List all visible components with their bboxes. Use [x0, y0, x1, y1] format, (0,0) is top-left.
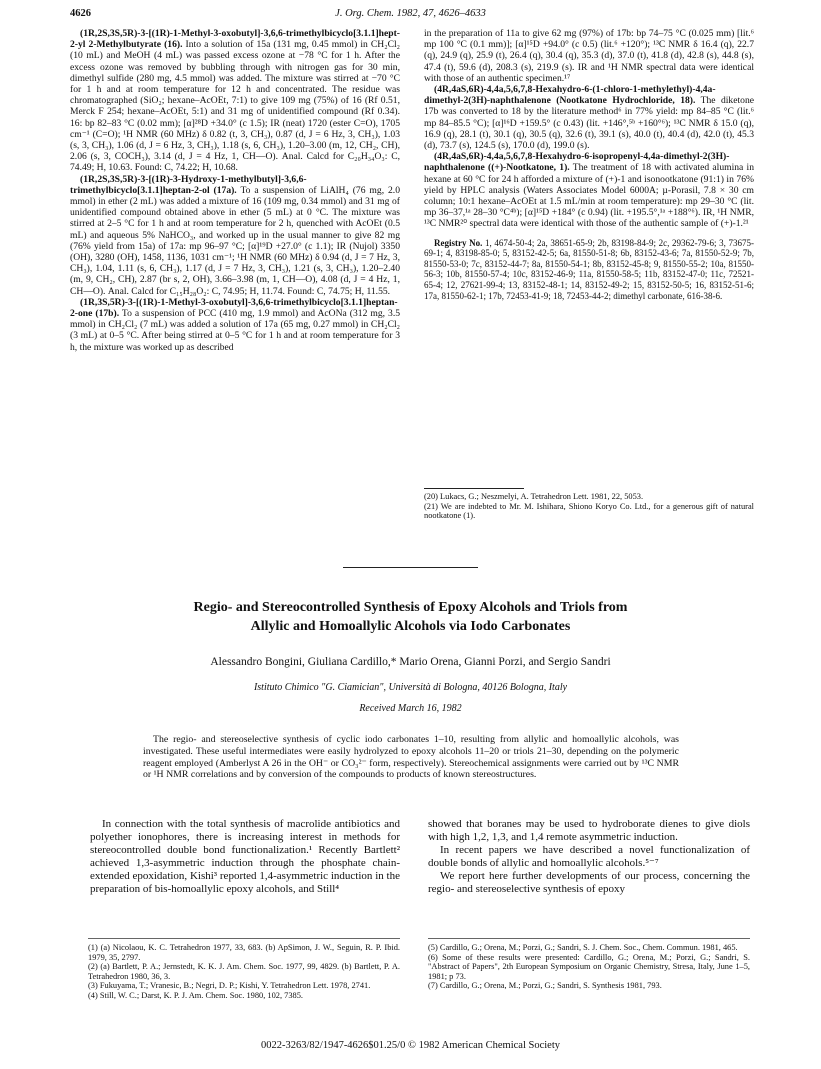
paragraph-heading: (1R,2S,3S,5R)-3-[(1R)-3-Hydroxy-1-methylbutyl]-3,6,6-trimethylbicyclo[3.1.1]heptan-2-ol (17a). — [70, 173, 307, 196]
article-title — [70, 598, 751, 636]
footnote-20: (20) Lukacs, G.; Neszmelyi, A. Tetrahedron Lett. 1981, 22, 5053. — [424, 492, 644, 501]
footnotes-top-right — [424, 492, 754, 521]
paragraph — [424, 238, 754, 302]
abstract: The regio- and stereoselective synthesis of cyclic iodo carbonates 1–10, resulting from allylic and homoallylic alcohols, was investigated. These useful intermediates were easily hydrolyzed to epoxy alcohols 11–20 or triols 21–30, depending on the polymeric reagent employed (Amberlyst A 26 in the OH⁻ or CO₃²⁻ form, respectively). Stereochemical assignments were carried out by ¹³C NMR or ¹H NMR correlations and by conversion of the compounds to products of known stereostructures. — [143, 734, 679, 781]
intro-paragraph-2: In recent papers we have described a novel functionalization of double bonds of allylic and homoallylic alcohols.⁵⁻⁷ — [428, 844, 750, 870]
paragraph-text: To a suspension of PCC (410 mg, 1.9 mmol) and AcONa (312 mg, 3.5 mmol) in CH₂Cl₂ (7 mL) was added a solution of 17a (65 mg, 0.27 mmol) in CH₂Cl₂ (3 mL) at 0–5 °C. After being stirred at 0–5 °C for 1 h and at room temperature for 3 h, the mixture was worked up as described — [70, 308, 401, 353]
footnote-21: (21) We are indebted to Mr. M. Ishihara, Shiono Koryo Co. Ltd., for a generous gift of natural nootkatone (1). — [424, 501, 754, 521]
paragraph-text: Into a solution of 15a (131 mg, 0.45 mmol) in CH₂Cl₂ (10 mL) and MeOH (4 mL) was passed excess ozone at −78 °C for 1 h. After the excess ozone was removed by bubbling through with nitrogen gas for 30 min, dimethyl sulfide (280 mg, 4.5 mmol) was added. The mixture was stirred at −70 °C for 1 h and at room temperature for 12 h and concentrated. The residue was chromatographed (SiO₂; hexane–AcOEt, 7:1) to give 109 mg (75%) of 16 (Rf 0.51, Merck F 254; hexane–AcOEt, 5:1) and 31 mg of unidentified compound (Rf 0.34). 16: bp 82–83 °C (0.02 mm); [α]²⁸D +34.0° (c 1.5); IR (neat) 1720 (ester C=O), 1705 cm⁻¹ (C=O); ¹H NMR (60 MHz) δ 0.82 (t, 3, CH₃), 0.87 (d, J = 6 Hz, 3, CH₃), 1.03 (s, 3, CH₃), 1.06 (d, J = 6 Hz, 3, CH₃), 1.18 (s, 6, CH₃), 1.20–3.00 (m, 12, CH₂, CH), 2.06 (s, 3, COCH₃), 3.14 (d, J = 4 Hz, 1, CH—O). Anal. Calcd for C₂₀H₃₄O₃: C, 74.49; H, 10.63. Found: C, 74.22; H, 10.68. — [70, 39, 400, 174]
footnote-7: (7) Cardillo, G.; Orena, M.; Porzi, G.; Sandri, S. Synthesis 1981, 793. — [428, 981, 662, 991]
copyright-footer: 0022-3263/82/1947-4626$01.25/0 © 1982 American Chemical Society — [260, 1040, 561, 1051]
page-header — [70, 8, 751, 22]
paragraph-text: 1, 4674-50-4; 2a, 38651-65-9; 2b, 83198-84-9; 2c, 29362-79-6; 3, 73675-69-1; 4, 83198-85-0; 5, 83152-42-5; 6a, 81550-51-8; 6b, 83152-43-6; 7a, 81550-52-9; 7b, 81550-53-0; 7c, 83152-44-7; 8a, 81550-54-1; 8b, 83152-45-8; 9, 81550-55-2; 10a, 81550-56-3; 10b, 81550-57-4; 10c, 83152-46-9; 11a, 81550-58-5; 11b, 83152-47-0; 11c, 72521-65-4; 12, 27621-99-4; 13, 83152-48-1; 14, 83152-49-2; 15, 83152-50-5; 16, 83152-51-6; 17a, 81550-62-1; 17b, 72453-41-9; 18, 72453-44-2; dimethyl carbonate, 616-38-6. — [424, 237, 754, 301]
paragraph-heading: (4R,4aS,6R)-4,4a,5,6,7,8-Hexahydro-6-isopropenyl-4,4a-dimethyl-2(3H)-naphthalenone ((+)-Nootkatone, 1). — [424, 151, 730, 174]
footnote-6: (6) Some of these results were presented: Cardillo, G.; Orena, M.; Porzi, G.; Sandri, S. "Abstract of Papers", 2th European Symposium on Organic Chemistry, Stresa, Italy, June 1–5, 1981; p 73. — [428, 952, 750, 981]
footnote-rule-right — [428, 938, 750, 939]
footnote-5: (5) Cardillo, G.; Orena, M.; Porzi, G.; Sandri, S. J. Chem. Soc., Chem. Commun. 1981, 465. — [428, 943, 738, 952]
journal-citation: J. Org. Chem. 1982, 47, 4626–4633 — [335, 8, 486, 19]
section-separator — [343, 567, 478, 568]
experimental-left-column — [70, 28, 400, 353]
paragraph-heading: (4R,4aS,6R)-4,4a,5,6,7,8-Hexahydro-6-(1-chloro-1-methylethyl)-4,4a-dimethyl-2(3H)-naphthalenone (Nootkatone Hydrochloride, 18). — [424, 84, 716, 107]
page-number: 4626 — [70, 8, 91, 19]
footnote-1: (1) (a) Nicolaou, K. C. Tetrahedron 1977, 33, 683. (b) ApSimon, J. W., Seguin, R. P. Ibid. 1979, 35, 2797. — [88, 943, 400, 962]
received-date: Received March 16, 1982 — [359, 703, 462, 714]
paragraph-heading: Registry No. — [434, 237, 483, 248]
paragraph — [70, 28, 400, 174]
intro-left-column: In connection with the total synthesis of macrolide antibiotics and polyether ionophores, there is increasing interest in methods for stereocontrolled double bond functionalization.¹ Recently Bartlett² achieved 1,3-asymmetric induction through the phosphate chain-extended epoxidation, Kishi³ reported 1,4-asymmetric induction in the preparation of bis-homoallylic epoxy alcohols, and Still⁴ — [90, 818, 400, 896]
intro-right-column — [428, 818, 750, 897]
paragraph-heading: (1R,3S,5R)-3-[(1R)-1-Methyl-3-oxobutyl]-3,6,6-trimethylbicyclo[3.1.1]heptan-2-one (17b). — [70, 296, 398, 320]
paragraph — [70, 174, 400, 297]
paragraph-heading: (1R,2S,3S,5R)-3-[(1R)-1-Methyl-3-oxobutyl]-3,6,6-trimethylbicyclo[3.1.1]hept-2-yl 2-Methylbutyrate (16). — [70, 28, 400, 51]
paragraph — [424, 84, 754, 151]
footnotes-right — [428, 943, 750, 991]
title-line-2: Allylic and Homoallylic Alcohols via Iodo Carbonates — [250, 619, 571, 634]
paragraph — [70, 297, 400, 353]
institution: Istituto Chimico "G. Ciamician", Università di Bologna, 40126 Bologna, Italy — [253, 682, 568, 693]
intro-paragraph-1: showed that boranes may be used to hydroborate dienes to give diols with high 1,2, 1,3, and 1,4 remote asymmetric induction. — [428, 818, 750, 844]
paragraph-text: The diketone 17b was converted to 18 by the literature method⁶ in 77% yield: mp 84–85 °C (lit.⁶ mp 84–85.5 °C); [α]¹⁶D +159.5° (c 0.43) (lit. +146°,⁵ᵇ +160°⁶); ¹³C NMR δ 15.0 (q), 16.9 (q), 28.1 (t), 30.1 (q), 30.5 (q), 32.6 (t), 39.1 (s), 40.0 (t), 40.4 (d), 42.0 (t), 45.3 (d), 73.7 (s), 124.5 (s), 170.0 (d), 199.0 (s). — [424, 95, 755, 152]
footnote-rule — [424, 488, 524, 489]
paragraph-text: To a suspension of LiAlH₄ (76 mg, 2.0 mmol) in ether (2 mL) was added a mixture of 16 (109 mg, 0.34 mmol) and 31 mg of unidentified compound obtained above in ether (5 mL) at 0 °C. The mixture was stirred at 2–5 °C for 1 h and at room temperature for 2 h, quenched with AcOEt (0.5 mL) and aqueous 5% NaHCO₃, and worked up in the usual manner to give 82 mg (76% yield from 15a) of 17a: mp 96–97 °C; [α]¹⁹D +27.0° (c 1.1); IR (Nujol) 3350 (OH), 3280 (OH), 1458, 1136, 1031 cm⁻¹; ¹H NMR (60 MHz) δ 0.94 (d, J = 7 Hz, 3, CH₃), 1.04, 1.11 (s, 6, CH₃), 1.17 (d, J = 7 Hz, 3, CH₃), 1.21 (s, 3, CH₃), 1.20–2.40 (m, 9, CH₂, CH), 2.87 (br s, 2, OH), 3.66–3.98 (m, 1, CH—O), 4.08 (d, J = 4 Hz, 1, CH—O). Anal. Calcd for C₁₅H₂₈O₂: C, 74.95; H, 11.74. Found: C, 74.75; H, 11.55. — [70, 184, 400, 297]
title-line-1: Regio- and Stereocontrolled Synthesis of Epoxy Alcohols and Triols from — [193, 600, 628, 615]
paragraph-text: The treatment of 18 with activated alumina in hexane at 60 °C for 24 h afforded a mixture of (+)-1 and isonootkatone (91:1) in 76% yield by HPLC analysis (Waters Associates Model 6000A; µ-Porasil, 7.8 × 30 cm column; 10:1 hexane–AcOEt at 1.5 mL/min at room temperature): mp 29–30 °C (lit. mp 36–37,¹ᵃ 28–30 °C⁴ᵇ); [α]¹⁵D +184° (c 0.94) (lit. +195.5°,¹ᵃ +188°⁶). IR, ¹H NMR, ¹³C NMR²⁰ spectral data were identical with those of the authentic sample of (+)-1.²¹ — [424, 162, 754, 230]
paragraph — [424, 28, 754, 84]
paragraph — [424, 151, 754, 229]
footnote-4: (4) Still, W. C.; Darst, K. P. J. Am. Chem. Soc. 1980, 102, 7385. — [88, 990, 303, 1000]
paragraph-text: in the preparation of 11a to give 62 mg (97%) of 17b: bp 74–75 °C (0.025 mm) [lit.⁶ mp 100 °C (0.1 mm)]; [α]¹⁵D +94.0° (c 0.5) (lit.⁶ +120°); ¹³C NMR δ 16.4 (q), 22.7 (q), 24.9 (q), 25.9 (t), 26.4 (q), 30.4 (q), 35.3 (d), 37.0 (t), 41.8 (d), 42.8 (s), 44.8 (s), 47.4 (t), 59.6 (d), 208.3 (s), 219.9 (s). IR and ¹H NMR spectral data were identical with those of an authentic specimen.¹⁷ — [424, 28, 754, 84]
footnote-2: (2) (a) Bartlett, P. A.; Jernstedt, K. K. J. Am. Chem. Soc. 1977, 99, 4829. (b) Bartlett, P. A. Tetrahedron 1980, 36, 3. — [88, 962, 400, 981]
footnote-3: (3) Fukuyama, T.; Vranesic, B.; Negri, D. P.; Kishi, Y. Tetrahedron Lett. 1978, 2741. — [88, 981, 371, 991]
footnote-rule-left — [88, 938, 400, 939]
footnotes-left — [88, 943, 400, 1001]
article-authors: Alessandro Bongini, Giuliana Cardillo,* Mario Orena, Gianni Porzi, and Sergio Sandri — [210, 656, 611, 668]
intro-paragraph-3: We report here further developments of our process, concerning the regio- and stereoselective synthesis of epoxy — [428, 870, 750, 896]
experimental-right-column — [424, 28, 754, 301]
